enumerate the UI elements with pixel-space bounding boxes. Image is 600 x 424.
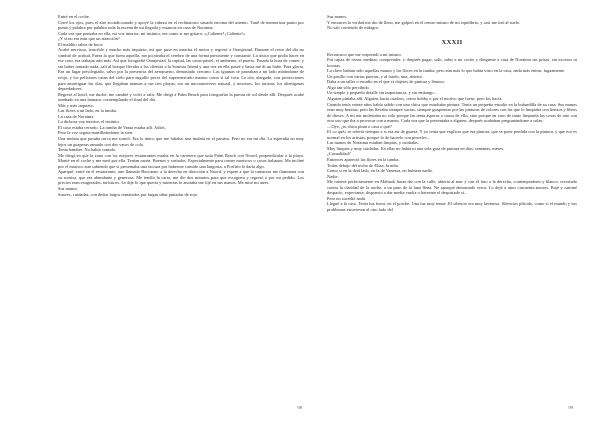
paragraph: ¿Casualidad?: [327, 151, 351, 157]
paragraph: La dichosa voz interior, el instinto.: [58, 119, 120, 125]
paragraph: Más y más inquieto.: [58, 102, 94, 108]
paragraph: Aparqué, entré en el restaurante, uno llamado Buccaner, a la derecha en dirección a Noord, y esperé a que la camarera me iluminara con su sonrisa, que era abundante y generosa. Me tendió la carta, me dio dos minutos para que escogiera y regresó a por mi pedido. Los precios eran exagerados, turísticos. Le dije lo que quería y mientras lo anotaba me fijé en sus manos. Me miré mi aires.: [58, 169, 304, 186]
paragraph: Alguien pintaba allí. Alguien hacía cuadros, como hobby o por el motivo que fuese, pero los hacía.: [327, 96, 503, 102]
paragraph: Acabé nervioso, irascible y mucho más inquieto; así que puse en marcha el motor y regresé a Oranjestad. Durante el resto del día no cambió de actitud. Fuera lo que fuera aquello, me picoteaba el cerebro de una forma persistente y constante. Lo único que podía hacer en ese caso, era trabajar aún más. Así que fotografié Oranjestad, la capital, las casas-pastel, el ambiente, el puerto. Pasada la hora de comer, y sin haber tomado nada, salí al bosque llevaba a los clientes a la Sonesta Island y una vez en ella paseé y hasta me di un baño. Para gloria. Era un lugar privilegiado, salvo por la presencia del aeropuerto, demasiado cercano. Las iguanas se paseaban a mi lado mirándome de reojo, y los pelícanos caían del cielo para engullir peces del supermercado marino como si tal cosa. La isla, alargada, con protecciones para amortiguar las olas, que llegaban mansas a sus tres playas, era un microuniverso natural, y nosotros, los turistas, los alienígenas depredadores.: [58, 47, 304, 92]
paragraph: Las flores a un lado, en la tumba.: [58, 108, 118, 114]
paragraph: El maldito sabor de boca.: [58, 41, 104, 47]
paragraph: Me oriente perfectamente en Malmok hasta dar con la calle, abierta al mar y con el faro a la derecha, contemporáneo y blanco, recortado contra la claridad de la noche, a un paso de la luna llena. Ne aparqué demasiado cerca. Lo dejé a unos cincuenta metros. Bajé y caminé despacio, expectante, dispuesto a dar media vuelta o hacerme el despistado si...: [327, 179, 577, 196]
paragraph: Daba a un taller o estudio en el que vi objetos de pintura y lienzos.: [327, 79, 446, 85]
paragraph: Pero no sucedió nada.: [327, 195, 366, 201]
left-page: [58, 14, 304, 414]
paragraph: Las manos de Noraima estaban limpias, y cuidadas.: [327, 140, 419, 146]
paragraph: Entré en el coche.: [58, 14, 90, 19]
paragraph: Sus manos.: [58, 185, 79, 191]
paragraph: Cuando tenía veinte años había salido con una chica que estudiaba pintura. Tenía un pequeño estudio en la buhardilla de su casa. Sus manos eran muy bonitas, pero las llevaba siempre sucias, siempre guapeteras por las pinturas de colores con las que lo limpiaba con lienzos y libros de dioses. A mí me molestaba no sólo porque las tenía ásperas a causa de ello, sino porque en caso de tanto limpiarla las cosas de arte con otro uso que iba a provocar con a manos. Cada vez que la presentaba a alguien, después acababan preguntándome a solas:: [327, 101, 577, 124]
paragraph: Muy limpias y muy cuidadas. En ellas no había ni una sola gota de pintura en días, semanas, meses.: [327, 145, 505, 151]
paragraph: —Oye, ¿tu chica pinta o casa o qué?: [327, 123, 392, 129]
page-number: 98: [297, 405, 302, 410]
left-page-text: [58, 14, 304, 197]
paragraph: Cada vez que pensaba en ella, mi voz interior, mi instinto, era como si me gritara: «¡Caliente! ¡Caliente!»: [58, 30, 246, 36]
paragraph: Llegué a la casa. Tenía luz fuera, en el porche. Una luz muy tenue. El silencio era muy hermoso. Silencios plácido, como si el mundo y sus problemas estuviesen al otro lado del: [327, 201, 577, 212]
paragraph: Entonces apareció las flores en la tumba.: [327, 157, 400, 163]
right-page-text-after: [327, 52, 577, 213]
paragraph: El «o qué» se refería siempre a si era así de guarra. Y yo tenía que explicar que era pintora, que se pone perdida con la pintura, y que eso es normal en los artistas, porque lo de hacerlo con pinceles...: [327, 129, 577, 140]
paragraph: Como si en la deal lado, en la de Vanessa, no hubiera nadie.: [327, 168, 434, 174]
chapter-heading: XXXII: [441, 38, 463, 46]
paragraph: Regresé al hotel, me duché, me cambié y volví a salir. Me dirigí a Palm Beach para fotografiar la puesta de sol desde allí. Después acabé tumbado en una hamaca, contemplando el final del día.: [58, 91, 304, 103]
paragraph: La casa de Noraima.: [58, 113, 95, 119]
paragraph: Sus manos.: [327, 14, 348, 19]
paragraph: Me dirigí en que la zona con los mejores restaurantes estaba en la carretera que unía Palm Beach con Noord, perpendicular a la playa. Monté en el coche y me metí por ella. Tenían razón. Buenos y variados. Especialmente para comer mariscos o cosas italianas. Me incliné por el marisco aun sabiendo que si presentaba una factura por haberme comido una langosta, a Porfirio le daría algo.: [58, 152, 304, 169]
paragraph: Todas debajo del nicho de Eliza, la niña.: [327, 162, 399, 168]
paragraph: Y entonces la verdad me dio de lleno, me golpeó en el centro mismo de mi equilibrio, y casi me tiró al suelo.: [327, 19, 521, 25]
right-page: [327, 14, 577, 414]
paragraph: Suaves, cuidadas, con dedos largos rematados por largas uñas pintadas de rojo.: [58, 191, 199, 197]
paragraph: No sali corriendo de milagro.: [327, 25, 380, 31]
paragraph: Un pasillo con varias puertas, y al fondo, una, abierta.: [327, 73, 423, 79]
paragraph: Tenía hambre. No había comido.: [58, 147, 117, 153]
paragraph: Pero la voz seguía martilleándome la sien.: [58, 130, 134, 136]
paragraph: Cerré los ojos, pues el aire acondicionado y apoyé la cabeza en el reclinatorio situado encima del asiento. Traté de memorizar punto por punto y palabra por palabra toda la escena de mi llegada y estancia en casa de Noraima.: [58, 19, 304, 31]
paragraph: Reconozco que me sorprendí a mí mismo.: [327, 51, 402, 57]
paragraph: Una mulata que pasaba cerca me sonrió. Era lo único que me faltaba: una mulata en el paraíso. Pero no era mi día. La esperaba no muy lejos un guaperas armado con dos vasos de cola.: [58, 136, 304, 147]
paragraph: El caso estaba cerrado. La tumba de Vania estaba allí. Adiós.: [58, 124, 166, 130]
paragraph: Un simple y pequeño detalle sin importancia, y sin embargo...: [327, 90, 437, 96]
paragraph: Fui capaz de cenar, meditar, comprender, y después pagar, salir, subir a mi coche y dirigirme a casa de Noraima sin prisas, sin excesos ni locuras.: [327, 57, 577, 68]
paragraph: La clave habían sido aquellas manos y las flores en la tumba, pero aún más lo que había visto en la casa, nada más entrar, fugazmente.: [327, 68, 566, 74]
paragraph: ¿Y si no era más que un atracción?: [58, 36, 120, 42]
right-page-text-before: [327, 14, 577, 31]
paragraph: Nadie.: [327, 173, 339, 179]
page-number: 99: [568, 405, 573, 410]
paragraph: Algo tan sólo percibido.: [327, 84, 370, 90]
